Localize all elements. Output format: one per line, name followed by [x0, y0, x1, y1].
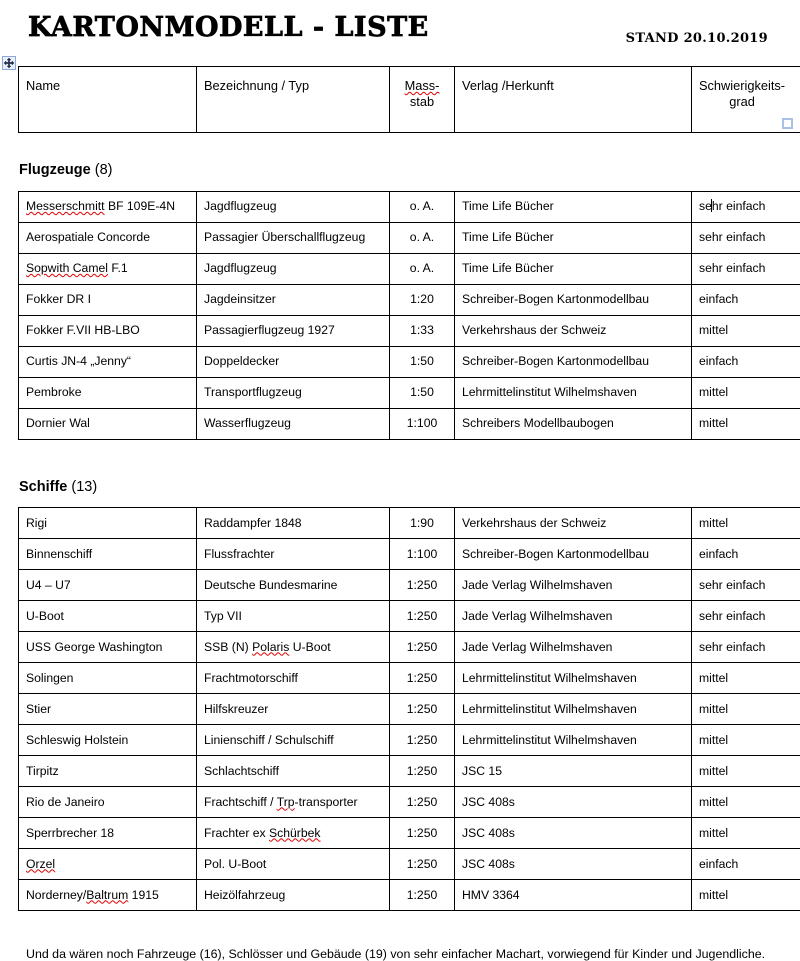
- cell-bezeichnung-typ[interactable]: Passagier Überschallflugzeug: [197, 222, 390, 253]
- flugzeuge-table-wrap: [0, 191, 800, 440]
- cell-name[interactable]: U4 – U7: [19, 570, 197, 601]
- cell-bezeichnung-typ[interactable]: Wasserflugzeug: [197, 408, 390, 439]
- table-row[interactable]: [19, 787, 800, 818]
- cell-massstab[interactable]: 1:250: [390, 694, 455, 725]
- cell-massstab[interactable]: 1:250: [390, 632, 455, 663]
- cell-name[interactable]: [19, 849, 197, 880]
- cell-schwierigkeitsgrad[interactable]: einfach: [692, 346, 800, 377]
- cell-name[interactable]: USS George Washington: [19, 632, 197, 663]
- cell-verlag[interactable]: Jade Verlag Wilhelmshaven: [455, 632, 692, 663]
- column-header-verlag-herkunft: Verlag /Herkunft: [455, 67, 692, 133]
- cell-verlag[interactable]: Lehrmittelinstitut Wilhelmshaven: [455, 694, 692, 725]
- cell-bezeichnung-typ[interactable]: Flussfrachter: [197, 539, 390, 570]
- cell-bezeichnung-typ[interactable]: Transportflugzeug: [197, 377, 390, 408]
- cell-schwierigkeitsgrad[interactable]: mittel: [692, 880, 800, 911]
- cell-verlag[interactable]: Jade Verlag Wilhelmshaven: [455, 570, 692, 601]
- table-row[interactable]: [19, 408, 800, 439]
- cell-name[interactable]: Tirpitz: [19, 756, 197, 787]
- cell-massstab[interactable]: 1:250: [390, 849, 455, 880]
- section-heading-flugzeuge-name: Flugzeuge: [19, 162, 91, 178]
- table-header-row: [19, 67, 800, 133]
- cell-schwierigkeitsgrad[interactable]: mittel: [692, 694, 800, 725]
- cell-schwierigkeitsgrad[interactable]: sehr einfach: [692, 570, 800, 601]
- column-header-bezeichnung-typ: Bezeichnung / Typ: [197, 67, 390, 133]
- table-row[interactable]: [19, 570, 800, 601]
- cell-name[interactable]: Binnenschiff: [19, 539, 197, 570]
- cell-name[interactable]: Sperrbrecher 18: [19, 818, 197, 849]
- spellcheck-underline: Orzel: [26, 857, 55, 871]
- cell-verlag[interactable]: Jade Verlag Wilhelmshaven: [455, 601, 692, 632]
- cell-massstab[interactable]: o. A.: [390, 191, 455, 222]
- cell-verlag[interactable]: Lehrmittelinstitut Wilhelmshaven: [455, 725, 692, 756]
- cell-name[interactable]: Sopwith Camel F.1: [19, 253, 197, 284]
- section-heading-flugzeuge-count: (8): [95, 162, 113, 178]
- column-header-schwierigkeitsgrad-line2: grad: [729, 94, 755, 109]
- table-row[interactable]: [19, 539, 800, 570]
- cell-bezeichnung-typ[interactable]: Jagdflugzeug: [197, 191, 390, 222]
- cell-massstab[interactable]: 1:250: [390, 756, 455, 787]
- cell-bezeichnung-typ[interactable]: Typ VII: [197, 601, 390, 632]
- table-row[interactable]: [19, 377, 800, 408]
- column-header-massstab: [390, 67, 455, 133]
- cell-bezeichnung-typ[interactable]: Heizölfahrzeug: [197, 880, 390, 911]
- cell-massstab[interactable]: 1:33: [390, 315, 455, 346]
- cell-massstab[interactable]: 1:100: [390, 408, 455, 439]
- cell-verlag[interactable]: Verkehrshaus der Schweiz: [455, 508, 692, 539]
- cell-schwierigkeitsgrad[interactable]: sehr einfach: [692, 632, 800, 663]
- footer-note: Und da wären noch Fahrzeuge (16), Schlösser und Gebäude (19) von sehr einfacher Machart, vorwiegend für Kinder und Jugendliche.: [0, 947, 800, 961]
- cell-verlag[interactable]: JSC 15: [455, 756, 692, 787]
- table-row[interactable]: [19, 222, 800, 253]
- text-caret: [711, 199, 712, 212]
- table-row[interactable]: [19, 663, 800, 694]
- cell-name[interactable]: Pembroke: [19, 377, 197, 408]
- table-row[interactable]: [19, 818, 800, 849]
- table-resize-handle[interactable]: [782, 118, 793, 129]
- cell-massstab[interactable]: 1:250: [390, 787, 455, 818]
- cell-name[interactable]: Fokker F.VII HB-LBO: [19, 315, 197, 346]
- cell-name[interactable]: Dornier Wal: [19, 408, 197, 439]
- section-heading-schiffe-count: (13): [71, 479, 97, 495]
- cell-massstab[interactable]: 1:250: [390, 601, 455, 632]
- column-header-massstab-line1: Mass-: [405, 78, 440, 93]
- cell-bezeichnung-typ[interactable]: Jagdflugzeug: [197, 253, 390, 284]
- cell-bezeichnung-typ[interactable]: Doppeldecker: [197, 346, 390, 377]
- table-row[interactable]: [19, 694, 800, 725]
- cell-massstab[interactable]: o. A.: [390, 253, 455, 284]
- cell-verlag[interactable]: Time Life Bücher: [455, 222, 692, 253]
- table-row[interactable]: [19, 601, 800, 632]
- cell-bezeichnung-typ[interactable]: Pol. U-Boot: [197, 849, 390, 880]
- cell-name[interactable]: Solingen: [19, 663, 197, 694]
- cell-bezeichnung-typ[interactable]: Deutsche Bundesmarine: [197, 570, 390, 601]
- cell-verlag[interactable]: Lehrmittelinstitut Wilhelmshaven: [455, 663, 692, 694]
- cell-massstab[interactable]: 1:250: [390, 663, 455, 694]
- cell-verlag[interactable]: Time Life Bücher: [455, 253, 692, 284]
- table-row[interactable]: [19, 756, 800, 787]
- table-row[interactable]: [19, 346, 800, 377]
- cell-schwierigkeitsgrad[interactable]: mittel: [692, 508, 800, 539]
- cell-schwierigkeitsgrad[interactable]: einfach: [692, 284, 800, 315]
- cell-schwierigkeitsgrad[interactable]: einfach: [692, 849, 800, 880]
- cell-massstab[interactable]: 1:250: [390, 725, 455, 756]
- cell-name[interactable]: U-Boot: [19, 601, 197, 632]
- cell-massstab[interactable]: o. A.: [390, 222, 455, 253]
- spellcheck-underline: Trp: [277, 795, 295, 809]
- cell-name[interactable]: Schleswig Holstein: [19, 725, 197, 756]
- cell-schwierigkeitsgrad[interactable]: sehr einfach: [692, 253, 800, 284]
- cell-massstab[interactable]: 1:250: [390, 818, 455, 849]
- cell-schwierigkeitsgrad[interactable]: sehr einfach: [692, 222, 800, 253]
- flugzeuge-table: [18, 191, 800, 440]
- cell-verlag[interactable]: JSC 408s: [455, 849, 692, 880]
- cell-schwierigkeitsgrad[interactable]: mittel: [692, 756, 800, 787]
- cell-massstab[interactable]: 1:90: [390, 508, 455, 539]
- cell-schwierigkeitsgrad[interactable]: mittel: [692, 663, 800, 694]
- column-header-table: [18, 66, 800, 133]
- cell-name[interactable]: Aerospatiale Concorde: [19, 222, 197, 253]
- page-title: KARTONMODELL - LISTE: [28, 14, 429, 41]
- cell-verlag[interactable]: HMV 3364: [455, 880, 692, 911]
- section-heading-flugzeuge: [0, 163, 800, 178]
- cell-bezeichnung-typ[interactable]: Jagdeinsitzer: [197, 284, 390, 315]
- column-header-schwierigkeitsgrad-line1: Schwierigkeits-: [699, 78, 785, 93]
- cell-schwierigkeitsgrad[interactable]: mittel: [692, 377, 800, 408]
- table-row[interactable]: [19, 632, 800, 663]
- cell-massstab[interactable]: 1:50: [390, 346, 455, 377]
- column-header-massstab-line2: stab: [410, 94, 434, 109]
- cell-verlag[interactable]: Schreiber-Bogen Kartonmodellbau: [455, 284, 692, 315]
- table-row[interactable]: [19, 508, 800, 539]
- cell-bezeichnung-typ[interactable]: Schlachtschiff: [197, 756, 390, 787]
- document-date-stand: STAND 20.10.2019: [626, 31, 768, 46]
- cell-verlag[interactable]: Verkehrshaus der Schweiz: [455, 315, 692, 346]
- cell-bezeichnung-typ[interactable]: Passagierflugzeug 1927: [197, 315, 390, 346]
- table-row[interactable]: [19, 849, 800, 880]
- cell-bezeichnung-typ[interactable]: Frachtschiff / Trp-transporter: [197, 787, 390, 818]
- cell-verlag[interactable]: Time Life Bücher: [455, 191, 692, 222]
- cell-verlag[interactable]: Lehrmittelinstitut Wilhelmshaven: [455, 377, 692, 408]
- cell-verlag[interactable]: Schreiber-Bogen Kartonmodellbau: [455, 539, 692, 570]
- cell-schwierigkeitsgrad[interactable]: einfach: [692, 539, 800, 570]
- column-header-name: Name: [19, 67, 197, 133]
- cell-massstab[interactable]: 1:20: [390, 284, 455, 315]
- table-row[interactable]: [19, 880, 800, 911]
- cell-bezeichnung-typ[interactable]: Frachtmotorschiff: [197, 663, 390, 694]
- cell-verlag[interactable]: JSC 408s: [455, 787, 692, 818]
- cell-massstab[interactable]: 1:100: [390, 539, 455, 570]
- table-move-handle[interactable]: [2, 56, 16, 70]
- spellcheck-underline: Schürbek: [269, 826, 321, 840]
- cell-schwierigkeitsgrad[interactable]: mittel: [692, 787, 800, 818]
- table-row[interactable]: [19, 315, 800, 346]
- spellcheck-underline: Messerschmitt: [26, 199, 105, 213]
- cell-schwierigkeitsgrad[interactable]: mittel: [692, 408, 800, 439]
- spellcheck-underline: Polaris: [252, 640, 289, 654]
- table-row[interactable]: [19, 725, 800, 756]
- spellcheck-underline: Sopwith Camel: [26, 261, 108, 275]
- cell-name[interactable]: Rigi: [19, 508, 197, 539]
- cell-bezeichnung-typ[interactable]: Frachter ex Schürbek: [197, 818, 390, 849]
- cell-massstab[interactable]: 1:50: [390, 377, 455, 408]
- cell-verlag[interactable]: Schreibers Modellbaubogen: [455, 408, 692, 439]
- cell-bezeichnung-typ[interactable]: SSB (N) Polaris U-Boot: [197, 632, 390, 663]
- cell-verlag[interactable]: JSC 408s: [455, 818, 692, 849]
- schiffe-table-wrap: [0, 507, 800, 911]
- cell-schwierigkeitsgrad[interactable]: sehr einfach: [692, 601, 800, 632]
- cell-schwierigkeitsgrad[interactable]: mittel: [692, 725, 800, 756]
- cell-name[interactable]: Messerschmitt BF 109E-4N: [19, 191, 197, 222]
- cell-massstab[interactable]: 1:250: [390, 570, 455, 601]
- schiffe-table: [18, 507, 800, 911]
- cell-name[interactable]: Rio de Janeiro: [19, 787, 197, 818]
- cell-massstab[interactable]: 1:250: [390, 880, 455, 911]
- cell-schwierigkeitsgrad[interactable]: sehr einfach: [692, 191, 800, 222]
- table-row[interactable]: [19, 253, 800, 284]
- section-heading-schiffe-name: Schiffe: [19, 479, 67, 495]
- cell-name[interactable]: Fokker DR I: [19, 284, 197, 315]
- cell-verlag[interactable]: Schreiber-Bogen Kartonmodellbau: [455, 346, 692, 377]
- move-cross-icon: [3, 57, 15, 69]
- cell-name[interactable]: Stier: [19, 694, 197, 725]
- cell-schwierigkeitsgrad[interactable]: mittel: [692, 315, 800, 346]
- cell-name[interactable]: Curtis JN-4 „Jenny“: [19, 346, 197, 377]
- cell-name[interactable]: Norderney/Baltrum 1915: [19, 880, 197, 911]
- cell-bezeichnung-typ[interactable]: Raddampfer 1848: [197, 508, 390, 539]
- column-header-table-wrap: [0, 66, 800, 133]
- section-heading-schiffe: [0, 480, 800, 495]
- cell-bezeichnung-typ[interactable]: Linienschiff / Schulschiff: [197, 725, 390, 756]
- document-header: [0, 0, 800, 58]
- table-row[interactable]: [19, 284, 800, 315]
- cell-schwierigkeitsgrad[interactable]: mittel: [692, 818, 800, 849]
- table-row[interactable]: [19, 191, 800, 222]
- spellcheck-underline: Baltrum: [86, 888, 128, 902]
- cell-bezeichnung-typ[interactable]: Hilfskreuzer: [197, 694, 390, 725]
